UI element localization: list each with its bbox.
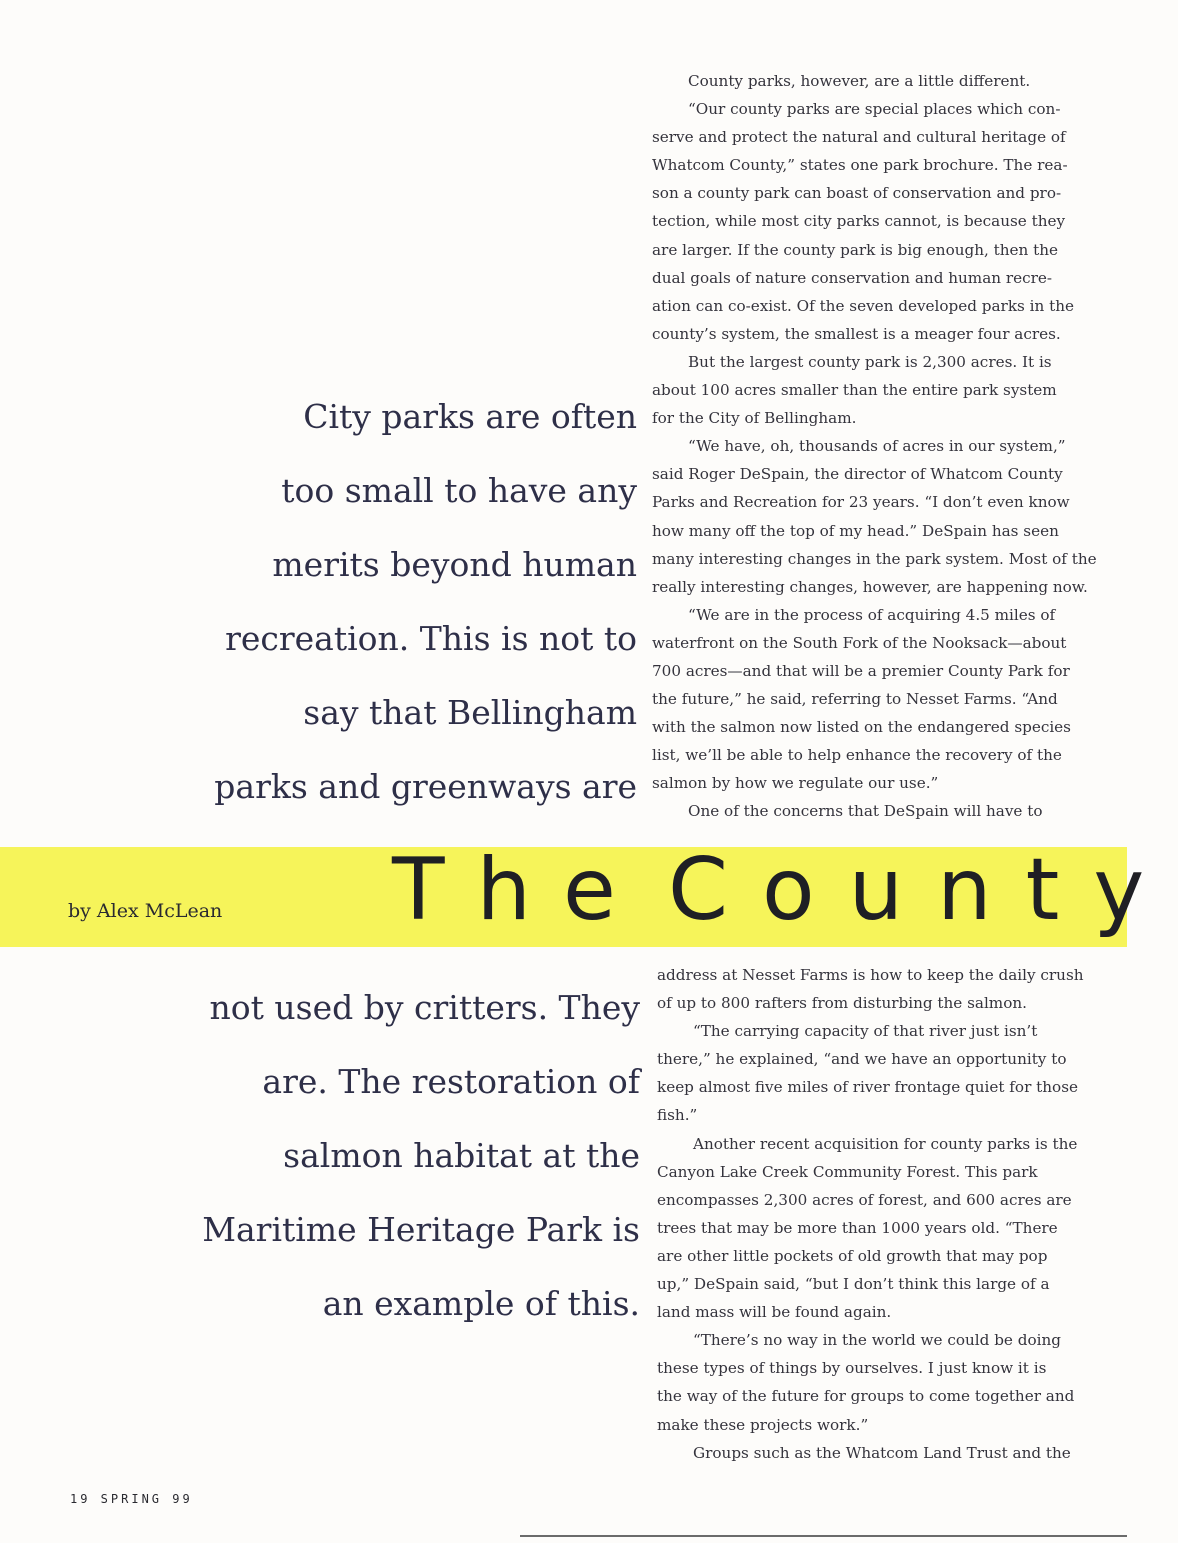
text-line: Whatcom County,” states one park brochure. The rea-	[652, 156, 1068, 175]
text-line: the way of the future for groups to come together and	[657, 1387, 1075, 1406]
title-word-the: The	[392, 840, 648, 940]
pull-quote-top	[214, 380, 637, 824]
quote-line: an example of this.	[322, 1284, 640, 1323]
quote-line: say that Bellingham	[303, 693, 637, 732]
title-word-county: County	[668, 840, 1178, 940]
quote-line: are. The restoration of	[262, 1062, 640, 1101]
text-line: Parks and Recreation for 23 years. “I don’t even know	[652, 493, 1070, 512]
text-line: said Roger DeSpain, the director of Whatcom County	[652, 465, 1063, 484]
text-line: keep almost five miles of river frontage quiet for those	[657, 1078, 1078, 1097]
text-line: how many off the top of my head.” DeSpain has seen	[652, 521, 1059, 540]
quote-line: not used by critters. They	[209, 988, 640, 1027]
text-line: fish.”	[657, 1106, 698, 1125]
text-line: for the City of Bellingham.	[652, 409, 857, 428]
quote-line: merits beyond human	[272, 545, 637, 584]
text-line: land mass will be found again.	[657, 1303, 892, 1322]
text-line: address at Nesset Farms is how to keep the daily crush	[657, 966, 1084, 984]
body-column-top	[652, 67, 1097, 826]
text-line: encompasses 2,300 acres of forest, and 600 acres are	[657, 1190, 1072, 1209]
text-line: about 100 acres smaller than the entire park system	[652, 381, 1057, 400]
text-line: “We are in the process of acquiring 4.5 miles of	[688, 605, 1056, 624]
text-line: these types of things by ourselves. I just know it is	[657, 1359, 1047, 1378]
text-line: make these projects work.”	[657, 1415, 869, 1434]
text-line: Another recent acquisition for county parks is the	[693, 1134, 1078, 1153]
text-line: County parks, however, are a little different.	[688, 72, 1031, 90]
text-line: “There’s no way in the world we could be doing	[693, 1331, 1061, 1350]
text-line: with the salmon now listed on the endangered species	[652, 718, 1071, 737]
quote-line: City parks are often	[303, 397, 637, 436]
text-line: “The carrying capacity of that river just isn’t	[693, 1022, 1038, 1041]
quote-line: too small to have any	[281, 471, 637, 510]
text-line: One of the concerns that DeSpain will have to	[688, 802, 1043, 821]
page-folio: 19 SPRING 99	[70, 1492, 193, 1506]
text-line: are larger. If the county park is big enough, then the	[652, 240, 1059, 259]
text-line: waterfront on the South Fork of the Nooksack—about	[652, 633, 1067, 652]
quote-line: recreation. This is not to	[225, 619, 637, 658]
text-line: serve and protect the natural and cultural heritage of	[652, 128, 1066, 147]
text-line: “We have, oh, thousands of acres in our system,”	[688, 437, 1066, 456]
text-line: 700 acres—and that will be a premier County Park for	[652, 661, 1070, 680]
bottom-rule	[520, 1535, 1127, 1537]
quote-line: parks and greenways are	[214, 767, 637, 806]
text-line: really interesting changes, however, are happening now.	[652, 577, 1088, 596]
text-line: up,” DeSpain said, “but I don’t think this large of a	[657, 1275, 1050, 1294]
text-line: the future,” he said, referring to Nesset Farms. “And	[652, 690, 1058, 709]
text-line: county’s system, the smallest is a meager four acres.	[652, 324, 1061, 343]
text-line: Groups such as the Whatcom Land Trust and the	[693, 1443, 1071, 1462]
text-line: son a county park can boast of conservation and pro-	[652, 184, 1062, 203]
text-line: salmon by how we regulate our use.”	[652, 774, 939, 793]
body-column-bottom	[657, 961, 1087, 1467]
byline: by Alex McLean	[68, 900, 223, 922]
text-line: many interesting changes in the park system. Most of the	[652, 549, 1097, 568]
text-line: tection, while most city parks cannot, is because they	[652, 212, 1066, 231]
text-line: ation can co-exist. Of the seven developed parks in the	[652, 296, 1074, 315]
text-line: dual goals of nature conservation and human recre-	[652, 268, 1052, 287]
text-line: trees that may be more than 1000 years old. “There	[657, 1218, 1058, 1237]
text-line: there,” he explained, “and we have an opportunity to	[657, 1050, 1067, 1069]
quote-line: Maritime Heritage Park is	[202, 1210, 640, 1249]
text-line: are other little pockets of old growth that may pop	[657, 1246, 1048, 1265]
text-line: of up to 800 rafters from disturbing the salmon.	[657, 994, 1027, 1013]
quote-line: salmon habitat at the	[283, 1136, 640, 1175]
pull-quote-bottom	[202, 971, 640, 1341]
text-line: Canyon Lake Creek Community Forest. This park	[657, 1162, 1038, 1181]
text-line: list, we’ll be able to help enhance the recovery of the	[652, 746, 1062, 765]
text-line: “Our county parks are special places which con-	[688, 100, 1061, 119]
text-line: But the largest county park is 2,300 acres. It is	[688, 352, 1052, 371]
